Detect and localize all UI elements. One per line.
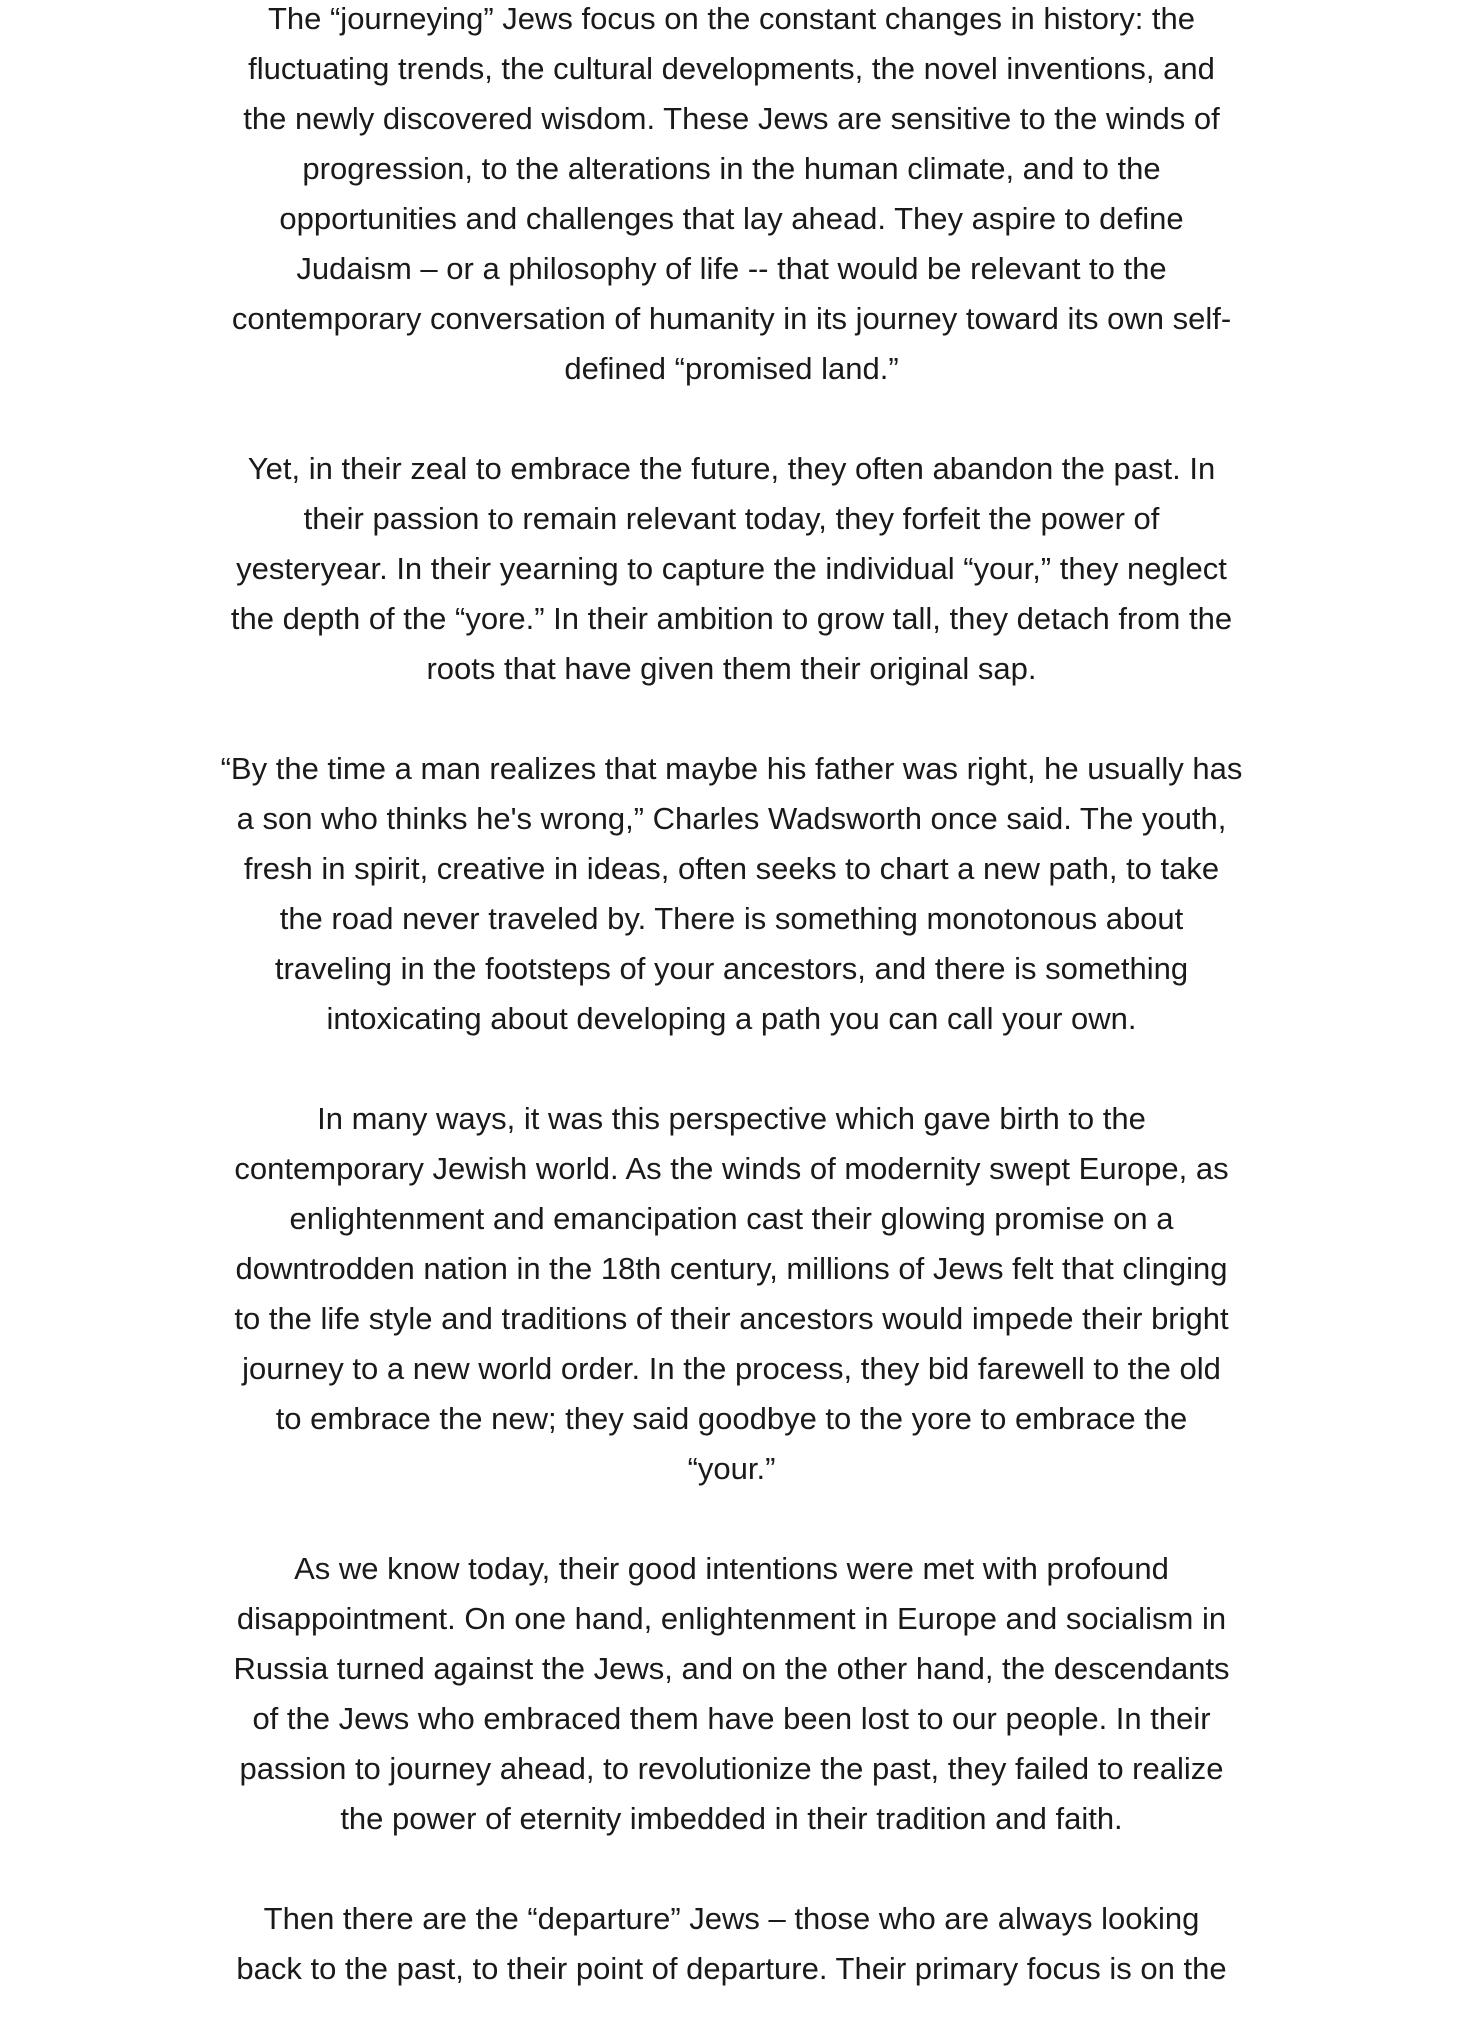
text-line: passion to journey ahead, to revolutionize the past, they failed to realize (239, 1751, 1224, 1786)
text-line: Then there are the “departure” Jews – those who are always looking (263, 1901, 1200, 1936)
text-line: a son who thinks he's wrong,” Charles Wadsworth once said. The youth, (236, 801, 1227, 836)
paragraph-wadsworth-quote (0, 744, 1463, 1044)
paragraph-modernity (0, 1094, 1463, 1494)
text-line: to embrace the new; they said goodbye to the yore to embrace the (275, 1401, 1188, 1436)
text-line: Russia turned against the Jews, and on the other hand, the descendants (233, 1651, 1230, 1686)
text-line: the newly discovered wisdom. These Jews are sensitive to the winds of (243, 101, 1220, 136)
text-line: Judaism – or a philosophy of life -- that would be relevant to the (296, 251, 1167, 286)
text-line: fresh in spirit, creative in ideas, often seeks to chart a new path, to take (243, 851, 1220, 886)
paragraph-journeying-jews (0, 0, 1463, 394)
text-line: defined “promised land.” (564, 351, 899, 386)
text-line: to the life style and traditions of their ancestors would impede their bright (234, 1301, 1229, 1336)
text-line: “your.” (687, 1451, 776, 1486)
text-line: contemporary Jewish world. As the winds of modernity swept Europe, as (234, 1151, 1229, 1186)
text-line: downtrodden nation in the 18th century, millions of Jews felt that clinging (235, 1251, 1228, 1286)
text-line: In many ways, it was this perspective which gave birth to the (317, 1101, 1146, 1136)
text-line: the power of eternity imbedded in their tradition and faith. (340, 1801, 1123, 1836)
text-line: progression, to the alterations in the human climate, and to the (302, 151, 1161, 186)
text-line: opportunities and challenges that lay ahead. They aspire to define (279, 201, 1184, 236)
text-line: enlightenment and emancipation cast their glowing promise on a (289, 1201, 1174, 1236)
text-line: The “journeying” Jews focus on the constant changes in history: the (267, 1, 1196, 36)
text-line: disappointment. On one hand, enlightenment in Europe and socialism in (236, 1601, 1227, 1636)
paragraph-departure-jews (0, 1894, 1463, 1994)
text-line: fluctuating trends, the cultural developments, the novel inventions, and (248, 51, 1215, 86)
text-line: As we know today, their good intentions were met with profound (294, 1551, 1169, 1586)
text-line: the road never traveled by. There is something monotonous about (279, 901, 1184, 936)
paragraph-zeal-future (0, 444, 1463, 694)
text-line: contemporary conversation of humanity in its journey toward its own self- (231, 301, 1232, 336)
text-line: their passion to remain relevant today, they forfeit the power of (303, 501, 1160, 536)
text-line: back to the past, to their point of departure. Their primary focus is on the (236, 1951, 1227, 1986)
text-line: “By the time a man realizes that maybe his father was right, he usually has (220, 751, 1243, 786)
text-line: journey to a new world order. In the process, they bid farewell to the old (242, 1351, 1221, 1386)
text-line: traveling in the footsteps of your ancestors, and there is something (274, 951, 1189, 986)
text-line: yesteryear. In their yearning to capture the individual “your,” they neglect (236, 551, 1227, 586)
text-line: the depth of the “yore.” In their ambition to grow tall, they detach from the (230, 601, 1233, 636)
paragraph-disappointment (0, 1544, 1463, 1844)
text-line: of the Jews who embraced them have been lost to our people. In their (252, 1701, 1211, 1736)
text-line: Yet, in their zeal to embrace the future, they often abandon the past. In (247, 451, 1216, 486)
text-line: intoxicating about developing a path you can call your own. (326, 1001, 1137, 1036)
text-line: roots that have given them their original sap. (426, 651, 1037, 686)
